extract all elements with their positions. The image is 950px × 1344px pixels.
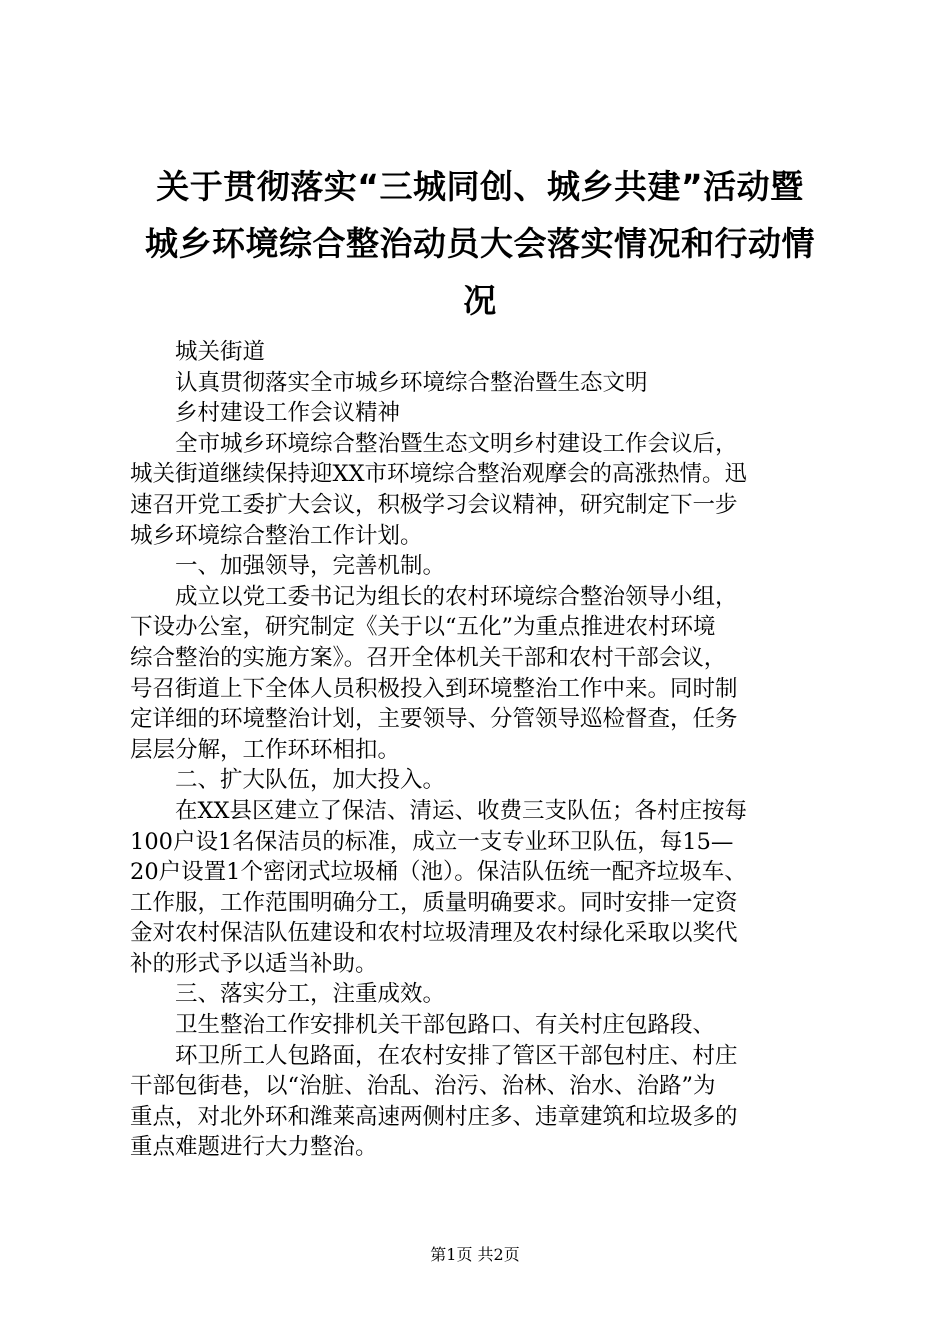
paragraph-line: 重点，对北外环和潍莱高速两侧村庄多、违章建筑和垃圾多的 [130,1103,738,1130]
title-line: 城乡环境综合整治动员大会落实情况和行动情 [145,224,815,263]
paragraph-line: 补的形式予以适当补助。 [130,950,378,977]
paragraph-line: 一、加强领导，完善机制。 [175,553,446,580]
paragraph [130,582,830,766]
paragraph-line: 认真贯彻落实全市城乡环境综合整治暨生态文明 [175,369,648,396]
paragraph-line: 100户设1名保洁员的标准，成立一支专业环卫队伍，每15— [130,828,734,855]
paragraph-line: 环卫所工人包路面，在农村安排了管区干部包村庄、村庄 [175,1042,738,1069]
paragraph-line: 定详细的环境整治计划，主要领导、分管领导巡检督查，任务 [130,706,738,733]
paragraph-line: 重点难题进行大力整治。 [130,1134,378,1161]
paragraph [130,429,830,551]
title-line: 况 [463,281,497,320]
paragraph-line: 20户设置1个密闭式垃圾桶（池）。保洁队伍统一配齐垃圾车、 [130,859,747,886]
document-title [130,158,830,329]
paragraph [130,796,830,980]
paragraph [130,368,830,399]
document-body [130,337,830,1163]
title-line: 关于贯彻落实“三城同创、城乡共建”活动暨 [156,167,804,206]
paragraph-line: 干部包街巷，以“治脏、治乱、治污、治林、治水、治路”为 [130,1073,716,1100]
page-footer: 第1页 共2页 [430,1245,520,1264]
paragraph-line: 三、落实分工，注重成效。 [175,981,446,1008]
paragraph [130,1041,830,1163]
paragraph-line: 在XX县区建立了保洁、清运、收费三支队伍；各村庄按每 [175,797,748,824]
document-page [130,158,830,1163]
paragraph-line: 层层分解，工作环环相扣。 [130,736,401,763]
paragraph-line: 卫生整治工作安排机关干部包路口、有关村庄包路段、 [175,1012,716,1039]
paragraph-line: 乡村建设工作会议精神 [175,400,401,427]
paragraph-line: 号召街道上下全体人员积极投入到环境整治工作中来。同时制 [130,675,738,702]
paragraph-line: 二、扩大队伍，加大投入。 [175,767,446,794]
paragraph [130,337,830,368]
paragraph-line: 城乡环境综合整治工作计划。 [130,522,423,549]
paragraph-line: 金对农村保洁队伍建设和农村垃圾清理及农村绿化采取以奖代 [130,920,738,947]
paragraph-line: 下设办公室，研究制定《关于以“五化”为重点推进农村环境 [130,614,716,641]
paragraph-line: 综合整治的实施方案》。召开全体机关干部和农村干部会议， [130,644,727,671]
paragraph [130,765,830,796]
paragraph-line: 城关街道 [175,339,266,365]
paragraph [130,1010,830,1041]
paragraph-line: 城关街道继续保持迎XX市环境综合整治观摩会的高涨热情。迅 [130,461,748,488]
paragraph-line: 速召开党工委扩大会议，积极学习会议精神，研究制定下一步 [130,491,738,518]
paragraph [130,979,830,1010]
paragraph [130,398,830,429]
paragraph-line: 工作服，工作范围明确分工，质量明确要求。同时安排一定资 [130,889,738,916]
paragraph-line: 成立以党工委书记为组长的农村环境综合整治领导小组， [175,583,738,610]
paragraph [130,551,830,582]
paragraph-line: 全市城乡环境综合整治暨生态文明乡村建设工作会议后， [175,430,738,457]
